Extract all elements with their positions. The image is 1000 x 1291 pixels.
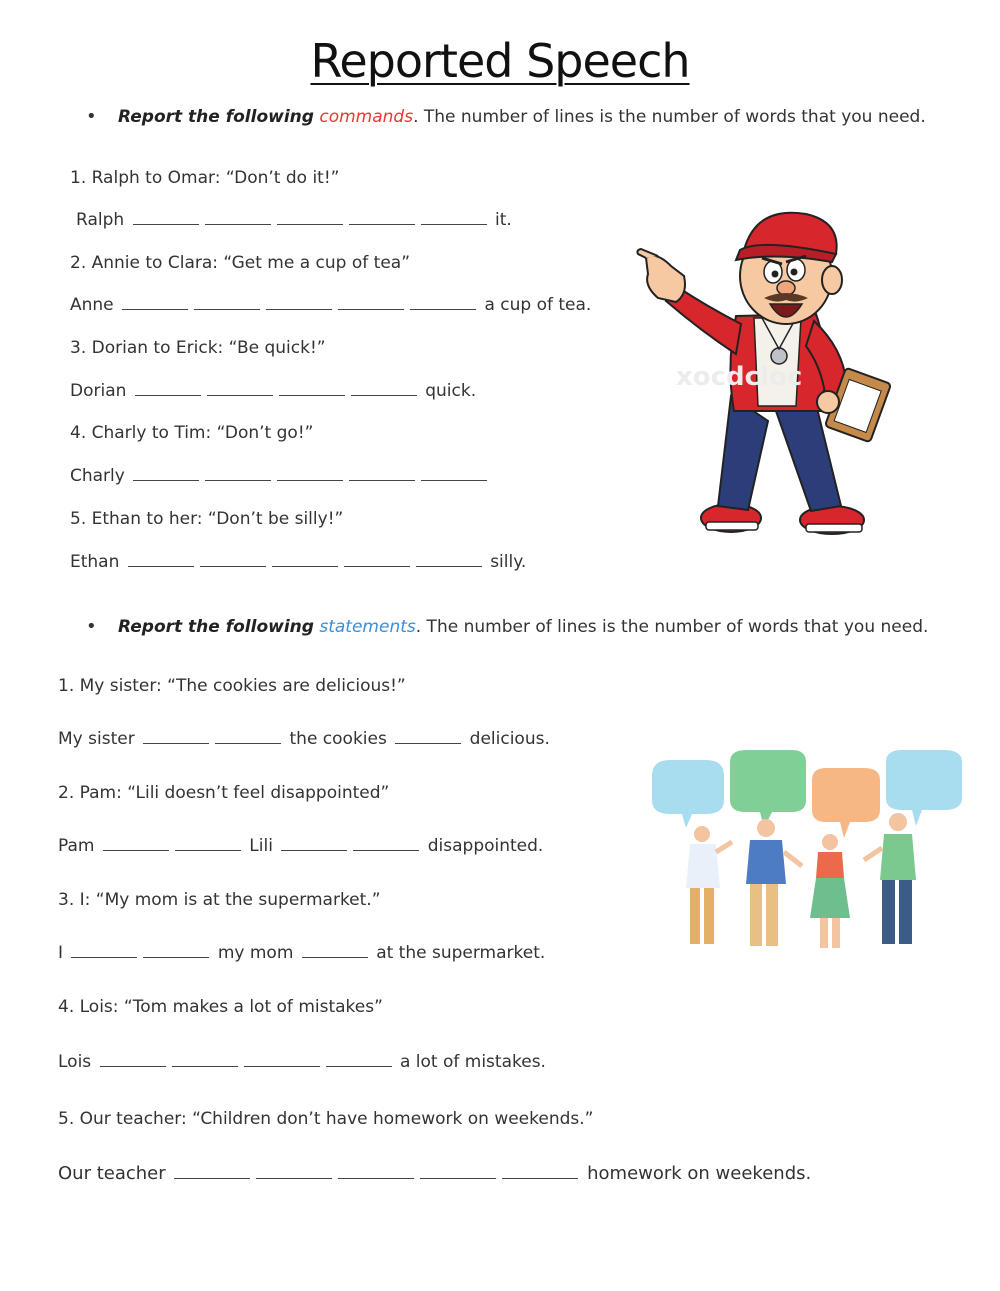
answer-blank[interactable] <box>266 297 332 310</box>
answer-blank[interactable] <box>344 554 410 567</box>
answer-blank[interactable] <box>200 554 266 567</box>
answer-blank[interactable] <box>349 212 415 225</box>
answer-blank[interactable] <box>349 468 415 481</box>
answer-blank[interactable] <box>143 945 209 958</box>
answer-blank[interactable] <box>281 838 347 851</box>
answer-blank[interactable] <box>353 838 419 851</box>
answer-blank[interactable] <box>420 1166 496 1179</box>
speech-bubble-icon <box>652 760 724 828</box>
bullet-icon: • <box>86 106 97 127</box>
answer-blank[interactable] <box>279 383 345 396</box>
statement-answer-3: I my mom at the supermarket. <box>58 943 546 963</box>
answer-blank[interactable] <box>133 212 199 225</box>
answer-blank[interactable] <box>338 1166 414 1179</box>
command-answer-2: Anne a cup of tea. <box>70 295 592 315</box>
keyword-statements: statements <box>319 617 416 637</box>
answer-blank[interactable] <box>502 1166 578 1179</box>
statement-prompt-4: 4. Lois: “Tom makes a lot of mistakes” <box>58 997 383 1017</box>
answer-blank[interactable] <box>277 468 343 481</box>
answer-blank[interactable] <box>338 297 404 310</box>
statement-answer-1: My sister the cookies delicious. <box>58 729 550 749</box>
answer-blank[interactable] <box>205 468 271 481</box>
answer-blank[interactable] <box>135 383 201 396</box>
answer-blank[interactable] <box>256 1166 332 1179</box>
command-answer-3: Dorian quick. <box>70 381 477 401</box>
command-prompt-2: 2. Annie to Clara: “Get me a cup of tea” <box>70 253 411 273</box>
section2-instruction: • Report the following statements. The number of lines is the number of words that you need. <box>86 616 929 637</box>
statement-prompt-1: 1. My sister: “The cookies are delicious!” <box>58 676 406 696</box>
command-answer-1: Ralph it. <box>76 210 512 230</box>
answer-blank[interactable] <box>207 383 273 396</box>
answer-blank[interactable] <box>174 1166 250 1179</box>
answer-blank[interactable] <box>103 838 169 851</box>
answer-blank[interactable] <box>410 297 476 310</box>
command-answer-5: Ethan silly. <box>70 552 527 572</box>
bullet-icon: • <box>86 616 97 637</box>
answer-blank[interactable] <box>351 383 417 396</box>
section1-instruction: • Report the following commands. The number of lines is the number of words that you need. <box>86 106 926 127</box>
answer-blank[interactable] <box>302 945 368 958</box>
answer-blank[interactable] <box>244 1054 320 1067</box>
answer-blank[interactable] <box>421 468 487 481</box>
answer-blank[interactable] <box>71 945 137 958</box>
answer-blank[interactable] <box>421 212 487 225</box>
answer-blank[interactable] <box>326 1054 392 1067</box>
command-prompt-5: 5. Ethan to her: “Don’t be silly!” <box>70 509 344 529</box>
statement-answer-5: Our teacher homework on weekends. <box>58 1163 812 1184</box>
answer-blank[interactable] <box>100 1054 166 1067</box>
answer-blank[interactable] <box>215 731 281 744</box>
keyword-commands: commands <box>319 107 414 127</box>
statement-answer-4: Lois a lot of mistakes. <box>58 1052 546 1072</box>
statement-prompt-2: 2. Pam: “Lili doesn’t feel disappointed” <box>58 783 390 803</box>
answer-blank[interactable] <box>395 731 461 744</box>
page-title: Reported Speech <box>310 34 690 88</box>
speech-bubble-icon <box>812 768 880 838</box>
command-prompt-3: 3. Dorian to Erick: “Be quick!” <box>70 338 326 358</box>
answer-blank[interactable] <box>175 838 241 851</box>
command-prompt-4: 4. Charly to Tim: “Don’t go!” <box>70 423 314 443</box>
answer-blank[interactable] <box>122 297 188 310</box>
watermark: xocdcloc <box>676 362 803 392</box>
answer-blank[interactable] <box>277 212 343 225</box>
answer-blank[interactable] <box>128 554 194 567</box>
statement-prompt-5: 5. Our teacher: “Children don’t have homework on weekends.” <box>58 1109 594 1129</box>
command-answer-4: Charly <box>70 466 490 486</box>
statement-answer-2: Pam Lili disappointed. <box>58 836 544 856</box>
answer-blank[interactable] <box>416 554 482 567</box>
command-prompt-1: 1. Ralph to Omar: “Don’t do it!” <box>70 168 340 188</box>
answer-blank[interactable] <box>205 212 271 225</box>
answer-blank[interactable] <box>272 554 338 567</box>
statement-prompt-3: 3. I: “My mom is at the supermarket.” <box>58 890 381 910</box>
answer-blank[interactable] <box>194 297 260 310</box>
answer-blank[interactable] <box>143 731 209 744</box>
people-talking-illustration <box>644 748 966 958</box>
answer-blank[interactable] <box>172 1054 238 1067</box>
speech-bubble-icon <box>730 750 806 828</box>
answer-blank[interactable] <box>133 468 199 481</box>
